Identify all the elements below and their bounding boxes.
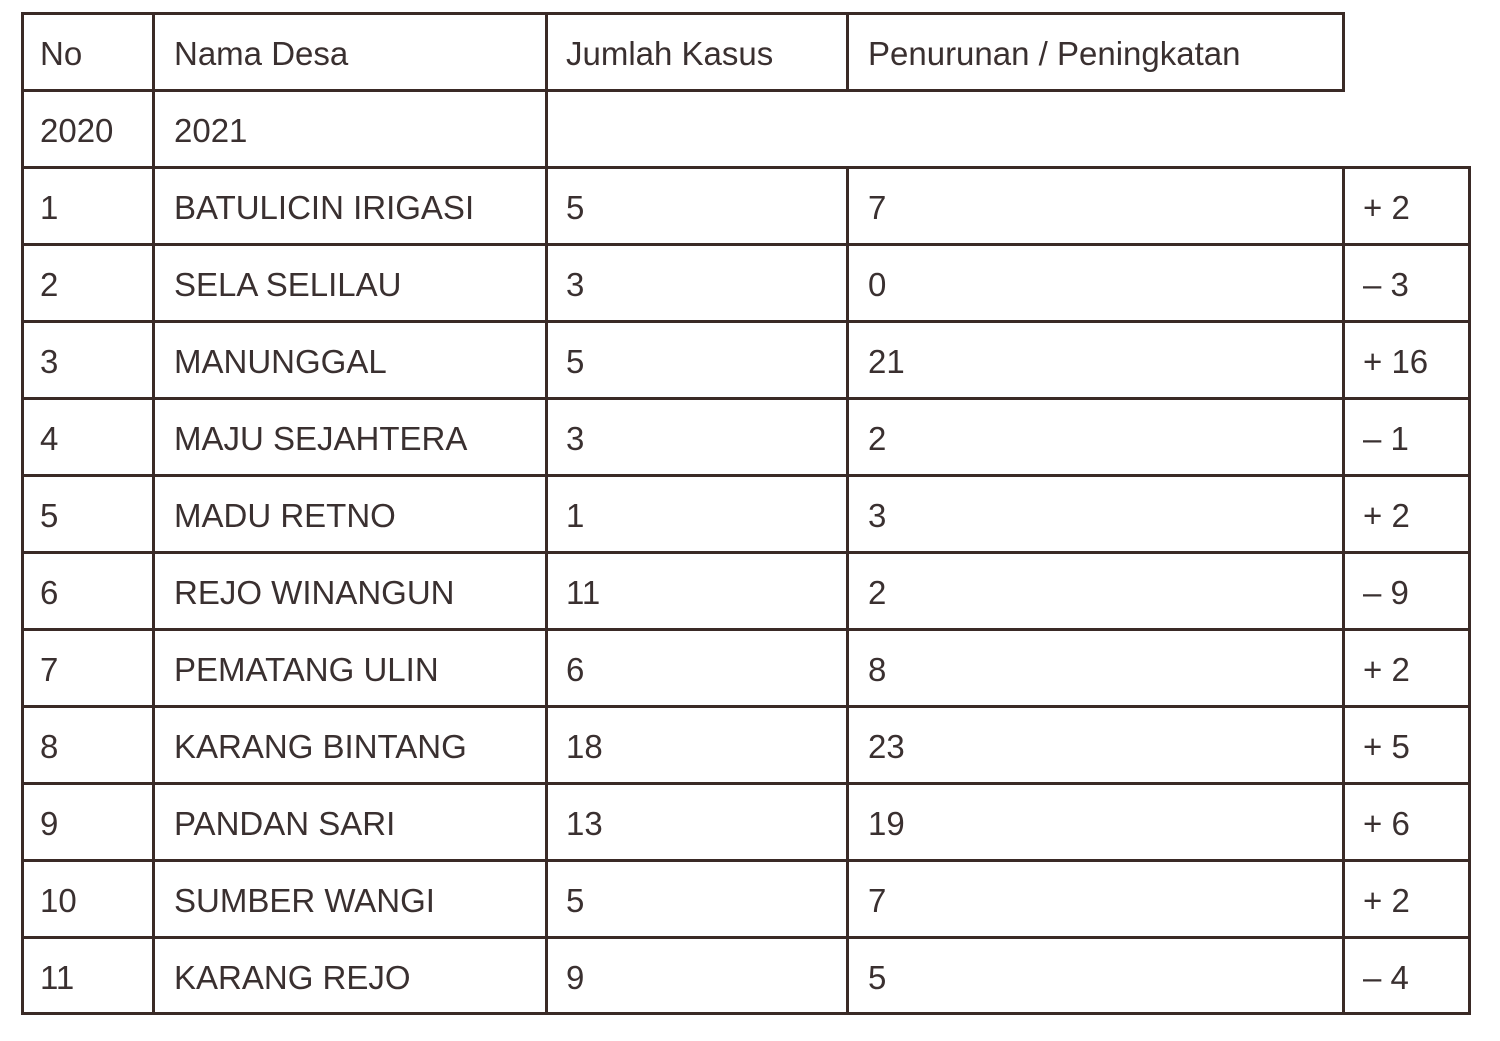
row-no: 7 [40,651,59,688]
row-change: + 2 [1363,189,1410,226]
row-no: 6 [40,574,59,611]
row-nama-desa: KARANG REJO [174,959,411,996]
row-value-2021: 7 [868,189,887,226]
row-value-2020: 5 [566,343,585,380]
row-value-2021: 19 [868,805,905,842]
header-penurunan-peningkatan: Penurunan / Peningkatan [868,35,1241,72]
table-border-right [1468,166,1471,1015]
row-value-2021: 8 [868,651,887,688]
row-change: + 2 [1363,651,1410,688]
table-column-rule [152,12,155,1015]
row-value-2020: 5 [566,882,585,919]
row-value-2020: 13 [566,805,603,842]
row-no: 9 [40,805,59,842]
row-nama-desa: SUMBER WANGI [174,882,435,919]
row-value-2020: 3 [566,420,585,457]
row-nama-desa: KARANG BINTANG [174,728,467,765]
row-no: 4 [40,420,59,457]
row-value-2021: 7 [868,882,887,919]
row-nama-desa: SELA SELILAU [174,266,402,303]
row-value-2021: 23 [868,728,905,765]
row-value-2020: 1 [566,497,585,534]
table-column-rule [545,12,548,1015]
row-value-2020: 9 [566,959,585,996]
row-no: 10 [40,882,77,919]
row-no: 8 [40,728,59,765]
row-nama-desa: PEMATANG ULIN [174,651,439,688]
row-no: 1 [40,189,59,226]
header-nama-desa: Nama Desa [174,35,349,72]
table-column-rule [1342,166,1345,1015]
row-nama-desa: MAJU SEJAHTERA [174,420,468,457]
row-change: + 6 [1363,805,1410,842]
row-change: + 5 [1363,728,1410,765]
row-no: 2 [40,266,59,303]
row-value-2021: 2 [868,574,887,611]
row-change: + 2 [1363,882,1410,919]
row-change: + 16 [1363,343,1429,380]
row-nama-desa: MADU RETNO [174,497,396,534]
row-value-2020: 11 [566,574,601,611]
row-nama-desa: PANDAN SARI [174,805,396,842]
row-value-2021: 5 [868,959,887,996]
table-column-rule [846,12,849,90]
row-change: – 4 [1363,959,1409,996]
header-jumlah-kasus: Jumlah Kasus [566,35,774,72]
subheader-2020: 2020 [40,112,114,149]
row-no: 5 [40,497,59,534]
row-nama-desa: REJO WINANGUN [174,574,455,611]
row-value-2021: 0 [868,266,887,303]
row-nama-desa: BATULICIN IRIGASI [174,189,475,226]
row-value-2020: 6 [566,651,585,688]
row-change: – 3 [1363,266,1409,303]
row-value-2021: 2 [868,420,887,457]
row-no: 3 [40,343,59,380]
row-change: + 2 [1363,497,1410,534]
row-no: 11 [40,959,75,996]
subheader-2021: 2021 [174,112,248,149]
row-value-2020: 5 [566,189,585,226]
table-border-left [21,12,24,1015]
row-nama-desa: MANUNGGAL [174,343,387,380]
row-value-2020: 3 [566,266,585,303]
row-value-2020: 18 [566,728,603,765]
row-change: – 1 [1363,420,1409,457]
row-value-2021: 3 [868,497,887,534]
row-change: – 9 [1363,574,1409,611]
header-no: No [40,35,83,72]
table-column-rule [846,166,849,1015]
table-column-rule [1342,12,1345,92]
row-value-2021: 21 [868,343,905,380]
